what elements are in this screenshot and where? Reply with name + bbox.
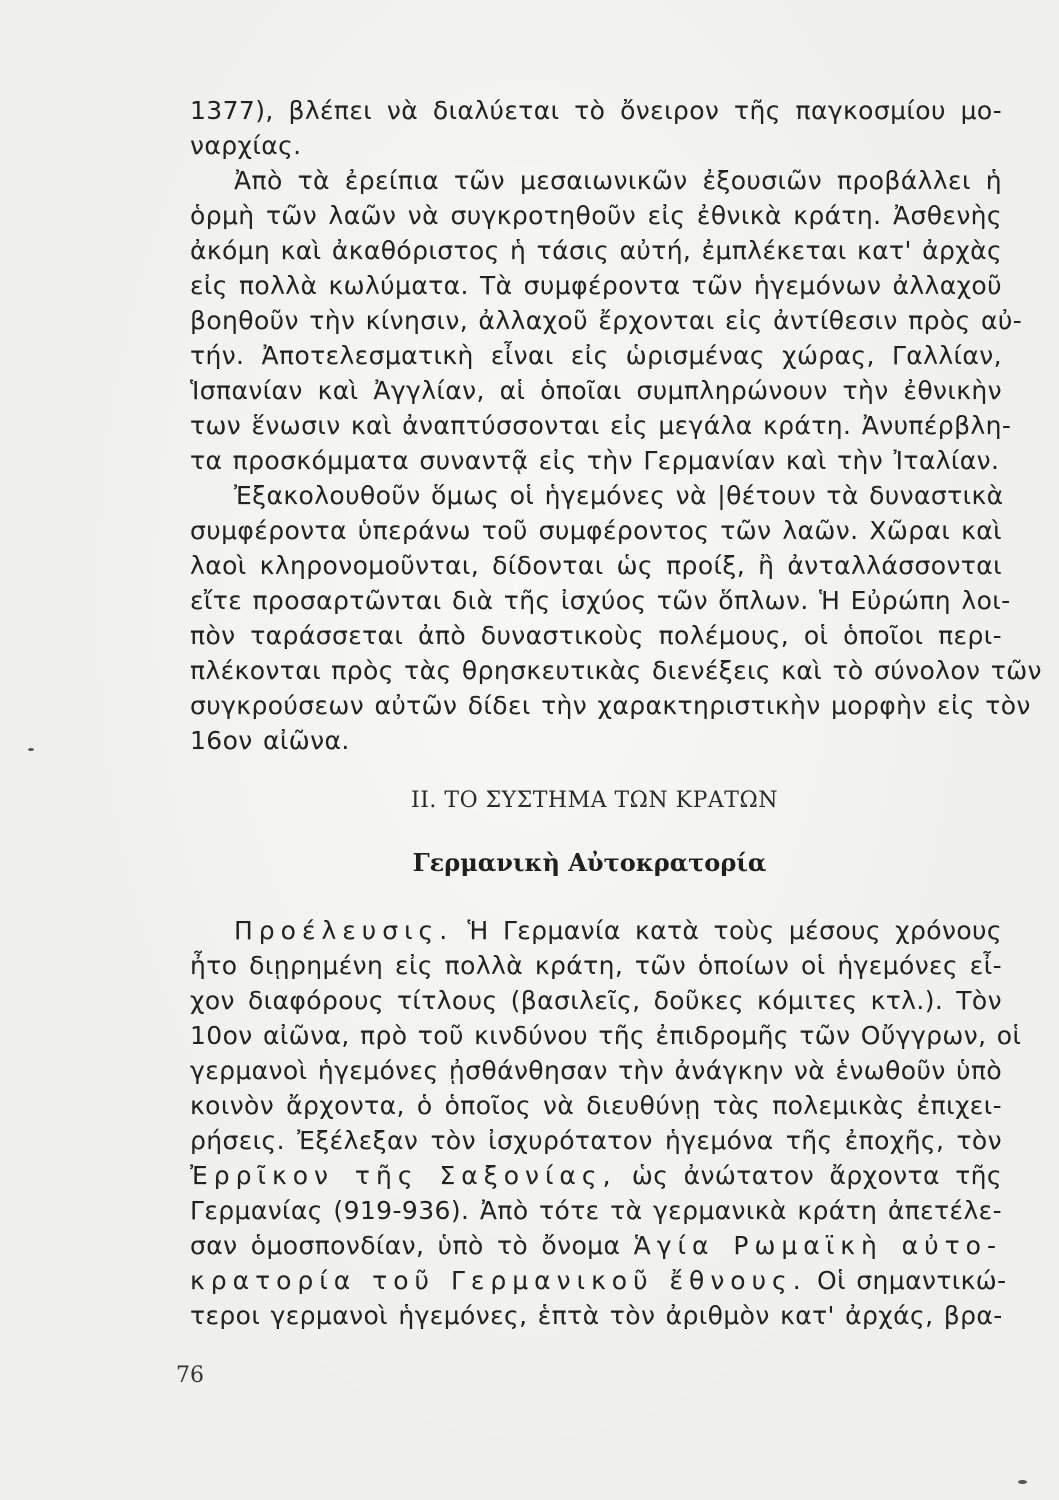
text-line: πὸν ταράσσεται ἀπὸ δυναστικοὺς πολέμους, οἱ ὁποῖοι περι- bbox=[190, 621, 1002, 650]
text-fragment: σαν ὁμοσπονδίαν, ὑπὸ τὸ ὄνομα bbox=[190, 1231, 621, 1260]
text-line: Ἱσπανίαν καὶ Ἀγγλίαν, αἱ ὁποῖαι συμπληρώνουν τὴν ἐθνικὴν bbox=[190, 376, 1002, 405]
lead-word: Προέλευσις. bbox=[234, 916, 454, 945]
text-line: συμφέροντα ὑπεράνω τοῦ συμφέροντος τῶν λαῶν. Χῶραι καὶ bbox=[190, 516, 1002, 545]
text-fragment: Οἱ σημαντικώ- bbox=[817, 1266, 1007, 1295]
scan-speck bbox=[28, 748, 34, 751]
text-line bbox=[190, 1158, 1002, 1193]
spaced-name: Ἐρρῖκον τῆς Σαξονίας, bbox=[190, 1161, 617, 1190]
text-line: ναρχίας. bbox=[190, 131, 302, 160]
text-line bbox=[190, 1228, 1002, 1263]
text-line: ὁρμὴ τῶν λαῶν νὰ συγκροτηθοῦν εἰς ἐθνικὰ κράτη. Ἀσθενὴς bbox=[190, 201, 1002, 230]
section-heading: II. ΤΟ ΣΥΣΤΗΜΑ ΤΩΝ ΚΡΑΤΩΝ bbox=[411, 788, 778, 813]
text-line: βοηθοῦν τὴν κίνησιν, ἀλλαχοῦ ἔρχονται εἰς ἀντίθεσιν πρὸς αὐ- bbox=[190, 306, 1023, 335]
text-line: Γερμανίας (919-936). Ἀπὸ τότε τὰ γερμανικὰ κράτη ἀπετέλε- bbox=[190, 1196, 1002, 1225]
text-line: ρήσεις. Ἐξέλεξαν τὸν ἰσχυρότατον ἡγεμόνα τῆς ἐποχῆς, τὸν bbox=[190, 1126, 1002, 1155]
text-line: Ἐξακολουθοῦν ὅμως οἱ ἡγεμόνες νὰ |θέτουν τὰ δυναστικὰ bbox=[234, 481, 1004, 510]
page-number: 76 bbox=[176, 1363, 204, 1388]
text-line: εἴτε προσαρτῶνται διὰ τῆς ἰσχύος τῶν ὅπλων. Ἡ Εὐρώπη λοι- bbox=[190, 586, 1011, 615]
text-line: γερμανοὶ ἡγεμόνες ᾐσθάνθησαν τὴν ἀνάγκην νὰ ἑνωθοῦν ὑπὸ bbox=[190, 1056, 1003, 1085]
text-line: ἦτο διῃρημένη εἰς πολλὰ κράτη, τῶν ὁποίων οἱ ἡγεμόνες εἶ- bbox=[190, 951, 1002, 980]
text-line: 1377), βλέπει νὰ διαλύεται τὸ ὄνειρον τῆς παγκοσμίου μο- bbox=[190, 96, 1002, 125]
text-line: τα προσκόμματα συναντᾷ εἰς τὴν Γερμανίαν καὶ τὴν Ἰταλίαν. bbox=[190, 446, 1000, 475]
text-line: 16ον αἰῶνα. bbox=[190, 726, 350, 755]
text-line bbox=[190, 1263, 1007, 1298]
spaced-name: κρατορία τοῦ Γερμανικοῦ ἔθνους. bbox=[190, 1266, 807, 1295]
text-line: 10ον αἰῶνα, πρὸ τοῦ κινδύνου τῆς ἐπιδρομῆς τῶν Οὔγγρων, οἱ bbox=[190, 1021, 1022, 1050]
body-text-top bbox=[190, 93, 1042, 758]
text-line: λαοὶ κληρονομοῦνται, δίδονται ὡς προίξ, ἢ ἀνταλλάσσονται bbox=[190, 551, 1002, 580]
text-line: χον διαφόρους τίτλους (βασιλεῖς, δοῦκες κόμιτες κτλ.). Τὸν bbox=[190, 986, 1002, 1015]
text-line bbox=[190, 913, 1002, 948]
text-line: Ἀπὸ τὰ ἐρείπια τῶν μεσαιωνικῶν ἐξουσιῶν προβάλλει ἡ bbox=[234, 166, 1002, 195]
text-fragment: Ἡ Γερμανία κατὰ τοὺς μέσους χρόνους bbox=[467, 916, 1002, 945]
text-fragment: ὡς ἀνώτατον ἄρχοντα τῆς bbox=[631, 1161, 1002, 1190]
spaced-name: Ἁγία Ρωμαϊκὴ αὐτο- bbox=[633, 1231, 1002, 1260]
text-line: ἀκόμη καὶ ἀκαθόριστος ἡ τάσις αὐτή, ἐμπλέκεται κατ' ἀρχὰς bbox=[190, 236, 1003, 265]
text-line: τεροι γερμανοὶ ἡγεμόνες, ἑπτὰ τὸν ἀριθμὸν κατ' ἀρχάς, βρα- bbox=[190, 1301, 1003, 1330]
text-line: εἰς πολλὰ κωλύματα. Τὰ συμφέροντα τῶν ἡγεμόνων ἀλλαχοῦ bbox=[190, 271, 1002, 300]
text-line: τήν. Ἀποτελεσματικὴ εἶναι εἰς ὡρισμένας χώρας, Γαλλίαν, bbox=[190, 341, 1002, 370]
text-line: συγκρούσεων αὐτῶν δίδει τὴν χαρακτηριστικὴν μορφὴν εἰς τὸν bbox=[190, 691, 1031, 720]
text-line: πλέκονται πρὸς τὰς θρησκευτικὰς διενέξεις καὶ τὸ σύνολον τῶν bbox=[190, 656, 1042, 685]
body-text-bottom bbox=[190, 913, 1022, 1333]
sub-heading: Γερμανικὴ Αὐτοκρατορία bbox=[412, 848, 767, 877]
text-line: κοινὸν ἄρχοντα, ὁ ὁποῖος νὰ διευθύνῃ τὰς πολεμικὰς ἐπιχει- bbox=[190, 1091, 1002, 1120]
text-line: των ἕνωσιν καὶ ἀναπτύσσονται εἰς μεγάλα κράτη. Ἀνυπέρβλη- bbox=[190, 411, 1012, 440]
scan-speck bbox=[1018, 1480, 1027, 1484]
